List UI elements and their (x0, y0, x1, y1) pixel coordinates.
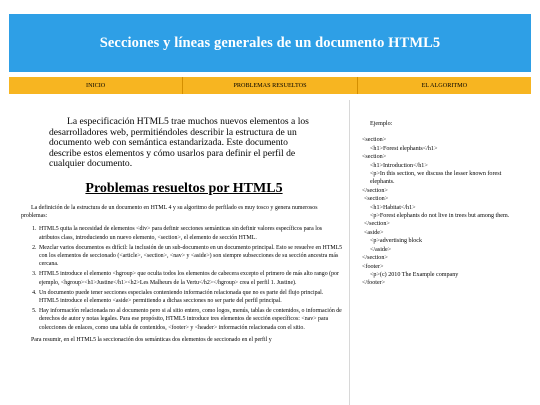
list-item: 2. Mezclar varios documentos es difícil: la inclusión de un sub-documento en un documento principal. Esto se resuelve en HTML5 con los elementos de seccionado (<article>, <section>, <nav> y <aside>) son siempre subsecciones de su sección ancestra más cercana. (38, 244, 343, 269)
summary-paragraph: Para resumir, en el HTML5 la seccionación dos semánticas dos elementos de seccionado en el perfil y (31, 337, 272, 344)
code-line: </section> (362, 187, 388, 194)
section-heading: Problemas resueltos por HTML5 (85, 180, 283, 196)
code-line: <p>advertising block (370, 238, 423, 245)
code-line: </aside> (370, 246, 392, 253)
problems-intro-paragraph: La definición de la estructura de un documento en HTML 4 y su algoritmo de perfilado es muy tosco y genera numerosos problemas: (21, 204, 318, 219)
code-line: <p>Forest elephants do not live in trees but among them. (370, 213, 510, 220)
nav-item-problemas-resueltos[interactable]: PROBLEMAS RESUELTOS (183, 77, 357, 94)
code-line: <aside> (364, 229, 384, 236)
code-line: <p>(c) 2010 The Example company (370, 271, 459, 278)
page-title: Secciones y líneas generales de un documento HTML5 (99, 34, 441, 51)
nav-item-inicio[interactable]: INICIO (9, 77, 183, 94)
main-nav (9, 77, 531, 94)
code-line: <section> (362, 137, 387, 144)
code-line: <section> (364, 196, 389, 203)
list-item: 3. HTML5 introduce el elemento <hgroup> que oculta todos los elementos de cabecera excepto el primero de más alto rango (por ejemplo, <hgroup><h1>Justine</h1><h2>Les Malheurs de la Vertu</h2></hgroup> crea el perfil 1. Justine). (38, 270, 343, 287)
intro-paragraph: La especificación HTML5 trae muchos nuevos elementos a los desarrolladores web, permitiéndoles describir la estructura de un documento web con semántica estandarizada. Este documento describe estos elementos y cómo usarlos para definir el perfil de cualquier documento. (49, 116, 309, 169)
code-line: <p>In this section, we discuss the lesser known forest elephants. (370, 171, 502, 186)
code-line: <h1>Forest elephants</h1> (370, 145, 438, 152)
problems-list (9, 225, 349, 332)
site-header (9, 14, 531, 72)
code-line: <section> (362, 154, 387, 161)
main-article (9, 100, 349, 405)
column-divider (349, 100, 350, 405)
list-item: 4. Un documento puede tener secciones especiales conteniendo información relacionada que no es parte del flujo principal. HTML5 introduce el elemento <aside> permitiendo a dichas secciones no ser parte del perfil principal. (38, 289, 343, 306)
list-item: 5. Hay información relacionada no al documento pero si al sitio entero, como logos, menús, tablas de contenidos, o información de derechos de autor y notas legales. Para ese propósito, HTML5 introduce tres elementos de sección específicos: <nav> para colecciones de enlaces, como una tabla de contenidos, <footer> y <header> información relacionada con el sitio. (38, 307, 343, 332)
list-item: 1. HTML5 quita la necesidad de elementos <div> para definir secciones semánticas sin definir valores específicos para los atributos class, introduciendo un nuevo elemento, <section>, el elemento de sección HTML. (38, 225, 343, 242)
example-aside (362, 100, 527, 288)
code-line: <h1>Introduction</h1> (370, 162, 428, 169)
code-line: </section> (362, 255, 388, 262)
code-example (362, 136, 527, 287)
code-line: <footer> (362, 263, 384, 270)
code-line: </footer> (362, 280, 386, 287)
nav-item-el-algoritmo[interactable]: EL ALGORITMO (421, 82, 468, 89)
example-label: Ejemplo: (370, 121, 393, 127)
code-line: <h1>Habitat</h1> (370, 204, 416, 211)
code-line: </section> (364, 221, 390, 228)
